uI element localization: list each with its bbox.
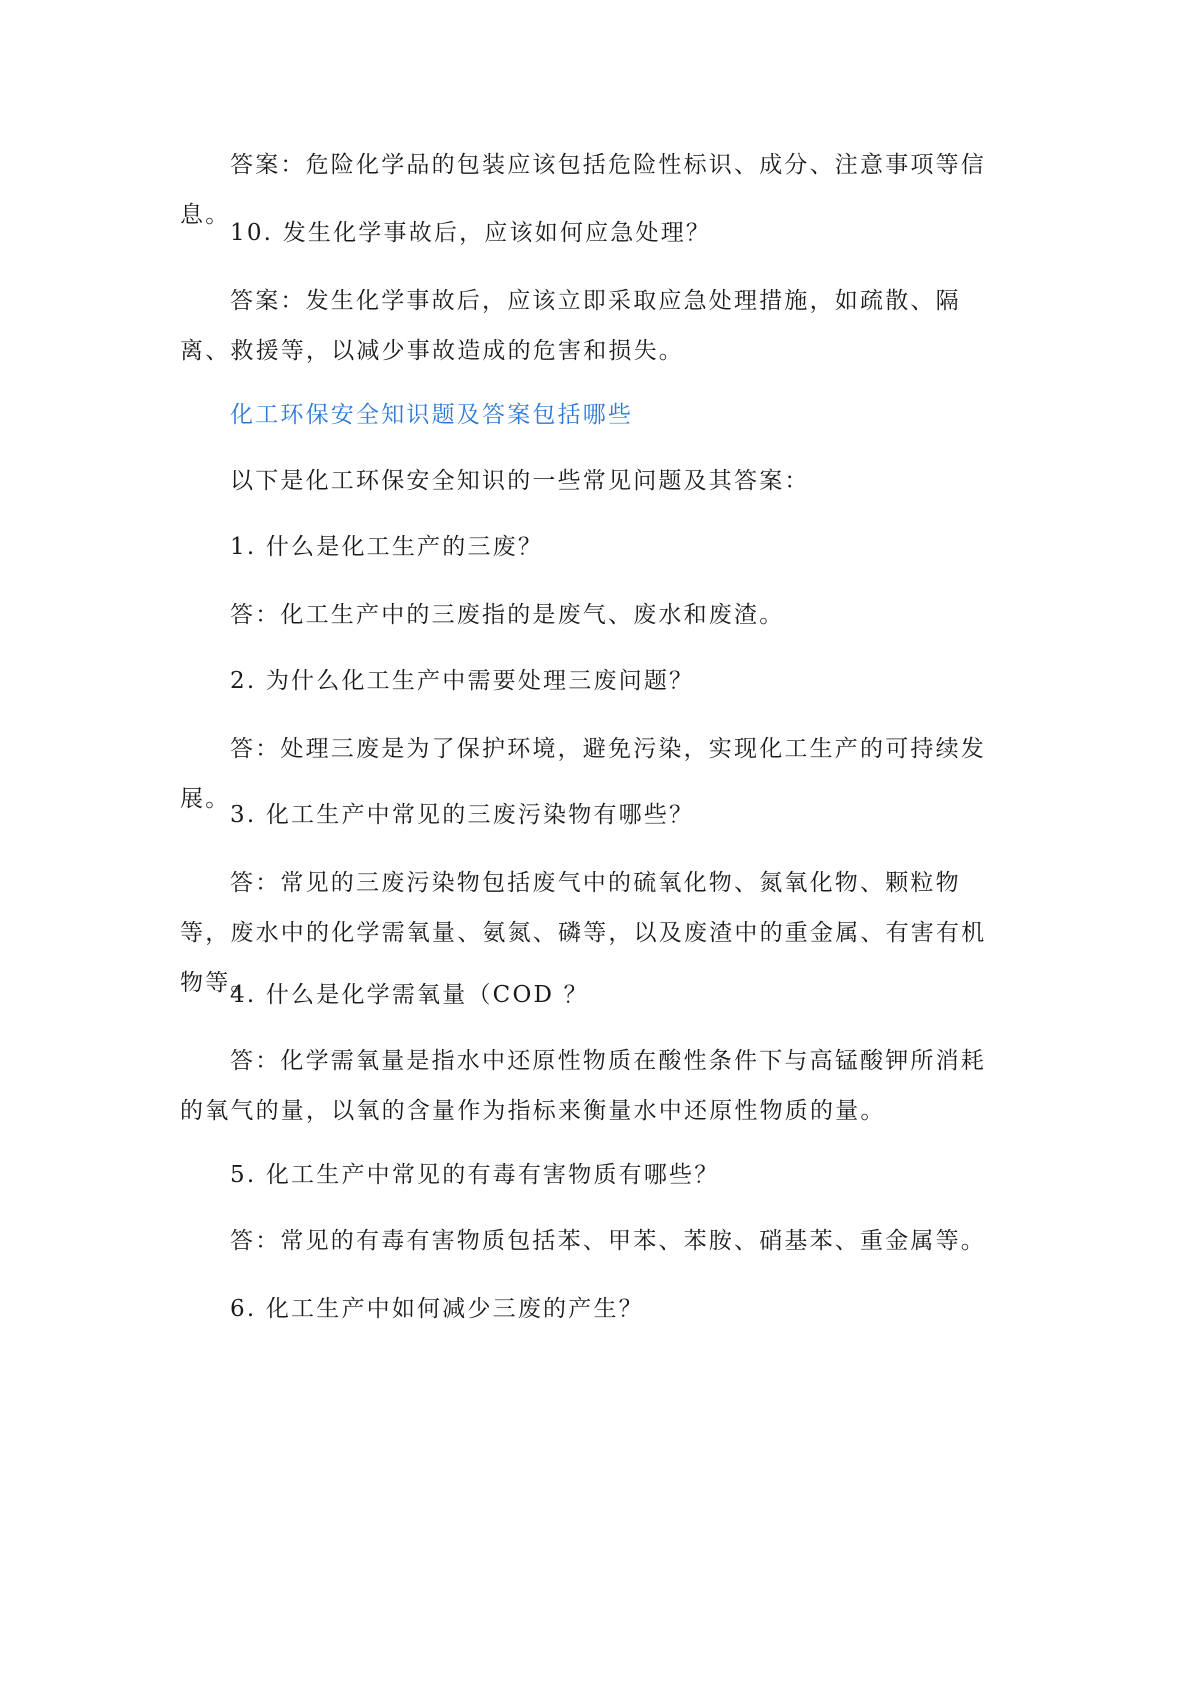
answer-paragraph: 答：化工生产中的三废指的是废气、废水和废渣。 — [230, 602, 785, 628]
answer-paragraph: 答：处理三废是为了保护环境，避免污染，实现化工生产的可持续发展。 — [180, 736, 986, 812]
section-heading-link[interactable]: 化工环保安全知识题及答案包括哪些 — [230, 402, 634, 428]
answer-paragraph: 答：化学需氧量是指水中还原性物质在酸性条件下与高锰酸钾所消耗的氧气的量，以氧的含量作为指标来衡量水中还原性物质的量。 — [180, 1048, 986, 1124]
question-paragraph: 1. 什么是化工生产的三废？ — [230, 534, 544, 560]
question-paragraph: 5. 化工生产中常见的有毒有害物质有哪些？ — [230, 1162, 720, 1188]
answer-paragraph: 答案：危险化学品的包装应该包括危险性标识、成分、注意事项等信息。 — [180, 152, 986, 228]
answer-paragraph: 答：常见的三废污染物包括废气中的硫氧化物、氮氧化物、颗粒物等，废水中的化学需氧量、氨氮、磷等，以及废渣中的重金属、有害有机物等。 — [180, 870, 987, 996]
answer-paragraph: 答：常见的有毒有害物质包括苯、甲苯、苯胺、硝基苯、重金属等。 — [230, 1228, 986, 1254]
question-paragraph: 6. 化工生产中如何减少三废的产生？ — [230, 1296, 644, 1322]
question-paragraph: 2. 为什么化工生产中需要处理三废问题？ — [230, 668, 695, 694]
answer-paragraph: 答案：发生化学事故后，应该立即采取应急处理措施，如疏散、隔离、救援等，以减少事故造成的危害和损失。 — [180, 288, 961, 364]
question-paragraph: 3. 化工生产中常见的三废污染物有哪些？ — [230, 802, 695, 828]
intro-paragraph: 以下是化工环保安全知识的一些常见问题及其答案： — [230, 468, 810, 494]
question-paragraph: 10. 发生化学事故后，应该如何应急处理？ — [230, 220, 712, 246]
question-paragraph: 4. 什么是化学需氧量（COD ？ — [230, 982, 589, 1008]
